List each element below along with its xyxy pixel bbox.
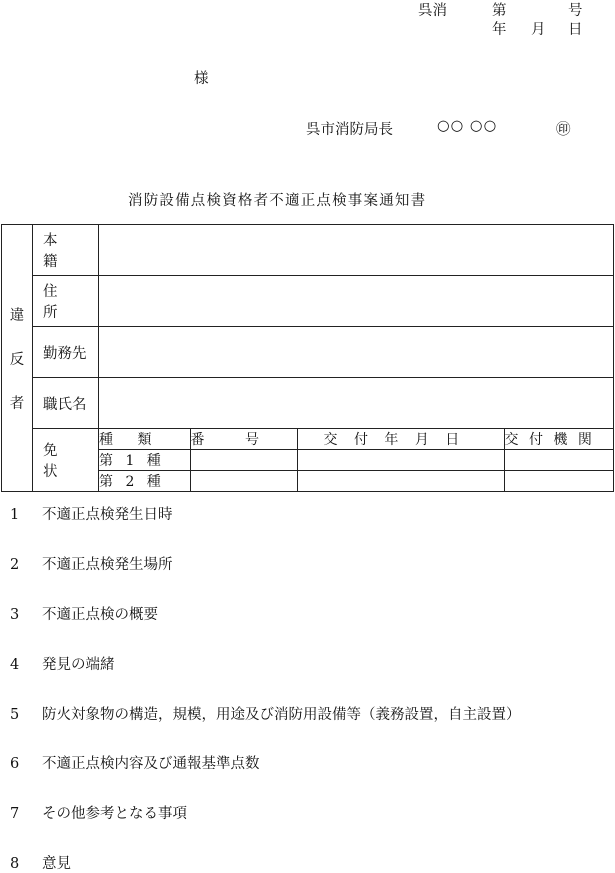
header-type: 種 類 — [99, 429, 190, 450]
license-class2-date[interactable] — [297, 471, 504, 492]
row-address — [2, 276, 614, 327]
day-label: 日 — [568, 22, 583, 38]
item-2: 2 不適正点検発生場所 — [10, 557, 173, 573]
license-class2-label: 第 2 種 — [99, 471, 190, 492]
license-row-class2 — [99, 471, 613, 492]
license-class2-number[interactable] — [190, 471, 297, 492]
item-6: 6 不適正点検内容及び通報基準点数 — [10, 756, 260, 772]
side-char-3: 者 — [9, 395, 25, 412]
license-class1-date[interactable] — [297, 450, 504, 471]
year-label: 年 — [492, 22, 507, 38]
field-honseki[interactable] — [99, 225, 614, 276]
license-row-class1 — [99, 450, 613, 471]
sender-name: ○○ ○○ — [437, 118, 498, 134]
label-honseki: 本 籍 — [33, 225, 99, 276]
go-label: 号 — [568, 3, 583, 19]
license-table-cell — [99, 429, 614, 492]
header-number: 番 号 — [190, 429, 297, 450]
license-header-row — [99, 429, 613, 450]
license-table — [99, 429, 613, 491]
row-name — [2, 378, 614, 429]
label-license: 免 状 — [33, 429, 99, 492]
row-workplace — [2, 327, 614, 378]
field-workplace[interactable] — [99, 327, 614, 378]
label-name: 職氏名 — [33, 378, 99, 429]
violator-form — [1, 224, 614, 492]
item-3: 3 不適正点検の概要 — [10, 607, 158, 623]
field-name[interactable] — [99, 378, 614, 429]
row-license — [2, 429, 614, 492]
item-4: 4 発見の端緒 — [10, 657, 115, 673]
header-issuer: 交 付 機 関 — [504, 429, 613, 450]
label-address: 住 所 — [33, 276, 99, 327]
label-workplace: 勤務先 — [33, 327, 99, 378]
license-class1-label: 第 1 種 — [99, 450, 190, 471]
document-title: 消防設備点検資格者不適正点検事案通知書 — [128, 193, 427, 209]
license-class1-number[interactable] — [190, 450, 297, 471]
row-honseki — [2, 225, 614, 276]
side-char-1: 違 — [9, 307, 25, 324]
header-issue-date: 交 付 年 月 日 — [297, 429, 504, 450]
item-5: 5 防火対象物の構造，規模，用途及び消防用設備等（義務設置，自主設置） — [10, 707, 521, 723]
side-char-2: 反 — [9, 351, 25, 368]
violator-side-label — [2, 225, 33, 492]
license-class1-issuer[interactable] — [504, 450, 613, 471]
item-7: 7 その他参考となる事項 — [10, 806, 187, 822]
addressee-suffix: 様 — [194, 71, 209, 87]
seal-mark: ㊞ — [556, 122, 571, 138]
field-address[interactable] — [99, 276, 614, 327]
month-label: 月 — [531, 22, 546, 38]
sender-title: 呉市消防局長 — [306, 122, 393, 138]
dai-label: 第 — [492, 3, 507, 19]
license-class2-issuer[interactable] — [504, 471, 613, 492]
item-8: 8 意見 — [10, 856, 71, 872]
item-1: 1 不適正点検発生日時 — [10, 507, 173, 523]
issuer-label: 呉消 — [418, 3, 447, 19]
